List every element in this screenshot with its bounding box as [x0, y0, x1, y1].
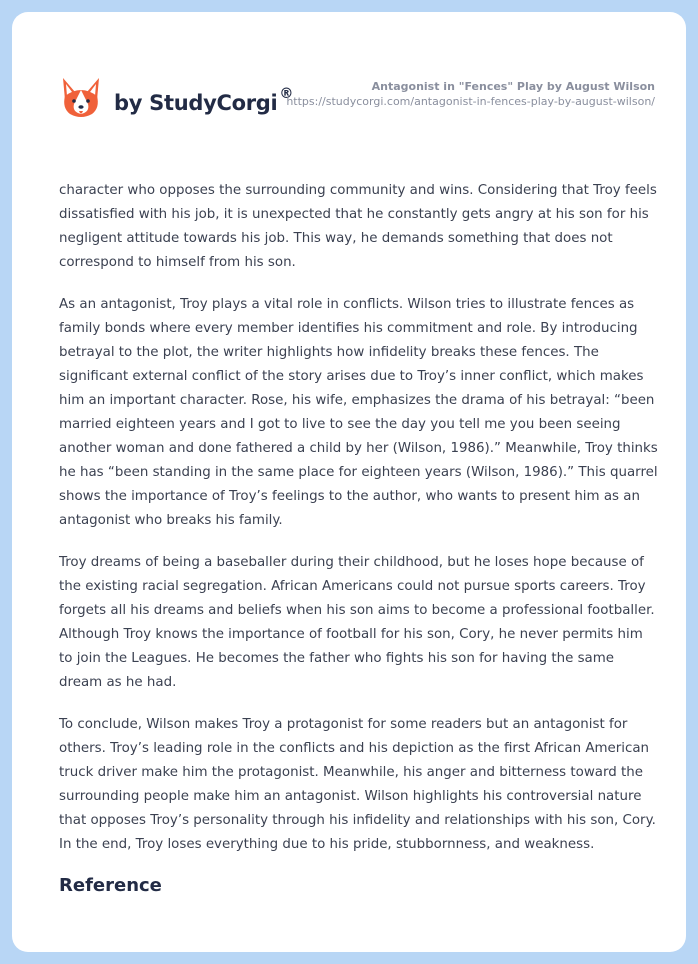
paragraph: As an antagonist, Troy plays a vital role in conflicts. Wilson tries to illustrate fences as family bonds where every member identifies his commitment and role. By introducing betrayal to the plot, the writer highlights how infidelity breaks these fences. The significant external conflict of the story arises due to Troy’s inner conflict, which makes him an important character. Rose, his wife, emphasizes the drama of his betrayal: “been married eighteen years and I got to live to see the day you tell me you been seeing another woman and done fathered a child by her (Wilson, 1986).” Meanwhile, Troy thinks he has “been standing in the same place for eighteen years (Wilson, 1986).” This quarrel shows the importance of Troy’s feelings to the author, who wants to present him as an antagonist who breaks his family.: [59, 297, 658, 528]
article-body: [59, 179, 659, 896]
document-page: [12, 12, 686, 952]
corgi-logo-icon: [60, 76, 102, 122]
registered-mark: ®: [279, 85, 294, 102]
reference-heading: Reference: [59, 875, 162, 896]
document-title: Antagonist in "Fences" Play by August Wilson: [371, 80, 655, 93]
document-url[interactable]: https://studycorgi.com/antagonist-in-fences-play-by-august-wilson/: [286, 95, 655, 108]
document-meta: [275, 80, 655, 109]
paragraph: To conclude, Wilson makes Troy a protagonist for some readers but an antagonist for others. Troy’s leading role in the conflicts and his depiction as the first African American truck driver make him the protagonist. Meanwhile, his anger and bitterness toward the surrounding people make him an antagonist. Wilson highlights his controversial nature that opposes Troy’s personality through his infidelity and relationships with his son, Cory. In the end, Troy loses everything due to his pride, stubbornness, and weakness.: [59, 717, 656, 852]
paragraph: character who opposes the surrounding community and wins. Considering that Troy feels dissatisfied with his job, it is unexpected that he constantly gets angry at his son for his negligent attitude towards his job. This way, he demands something that does not correspond to himself from his son.: [59, 183, 657, 270]
paragraph: Troy dreams of being a baseballer during their childhood, but he loses hope because of the existing racial segregation. African Americans could not pursue sports careers. Troy forgets all his dreams and beliefs when his son aims to become a professional footballer. Although Troy knows the importance of football for his son, Cory, he never permits him to join the Leagues. He becomes the father who fights his son for having the same dream as he had.: [59, 555, 655, 690]
studycorgi-logo[interactable]: [60, 76, 293, 122]
brand-name: by StudyCorgi ®: [114, 85, 294, 115]
